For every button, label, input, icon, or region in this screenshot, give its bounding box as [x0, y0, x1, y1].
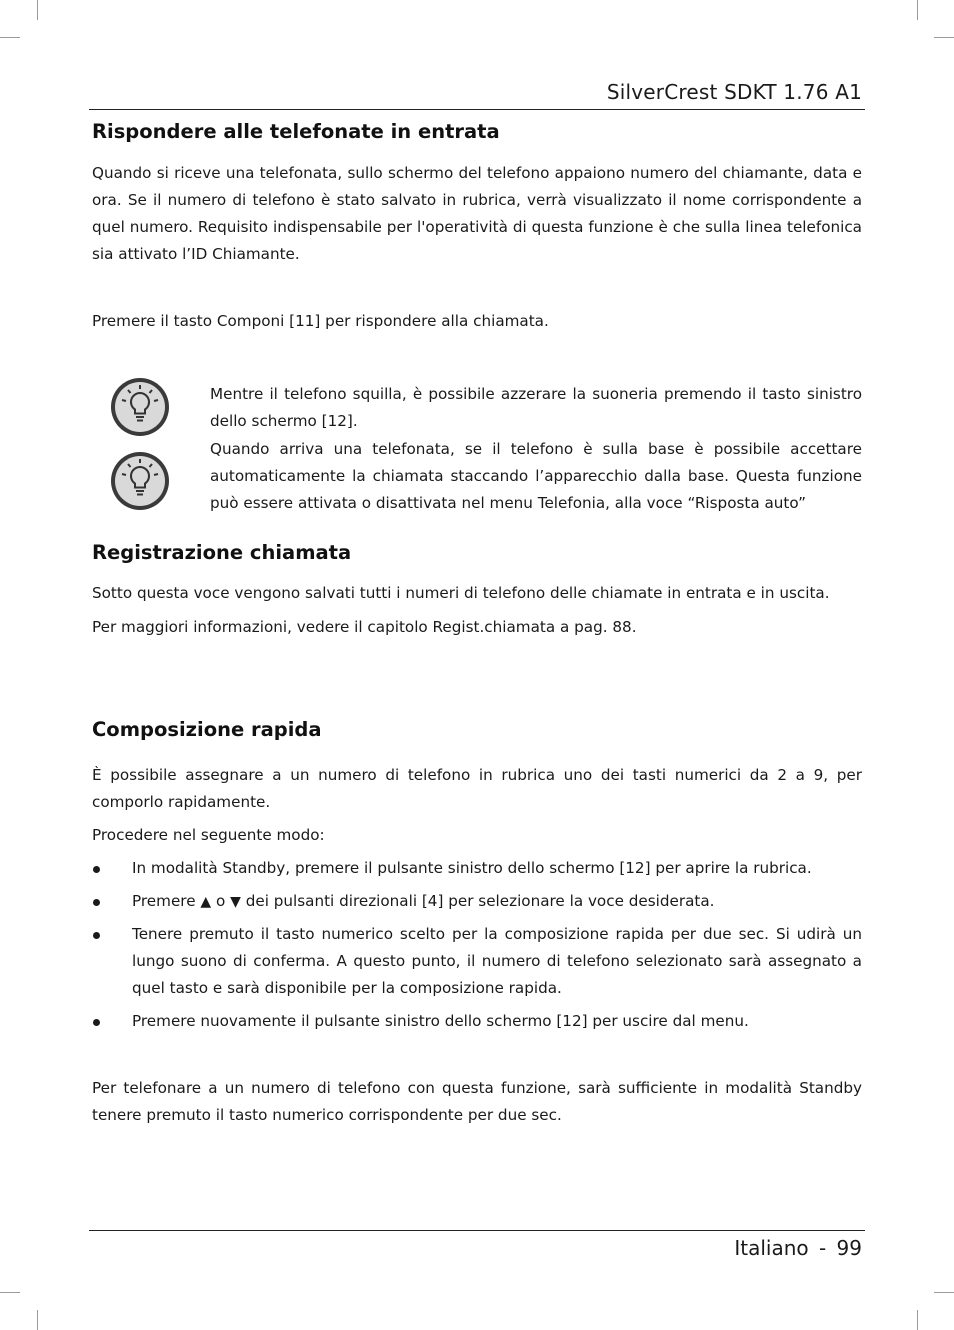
section-heading: Rispondere alle telefonate in entrata: [92, 120, 500, 143]
bullet-marker: [93, 899, 100, 906]
footer-rule: [89, 1230, 865, 1231]
crop-mark: [0, 1292, 20, 1293]
paragraph: Quando si riceve una telefonata, sullo schermo del telefono appaiono numero del chiamante, data e ora. Se il numero di telefono è stato salvato in rubrica, verrà visualizzato il nome corrispondente a quel numero. Requisito indispensabile per l'operatività di questa funzione è che sulla linea telefonica sia attivato l’ID Chiamante.: [92, 164, 862, 263]
list-item-text: dei pulsanti direzionali [4] per selezionare la voce desiderata.: [240, 892, 715, 910]
paragraph: Per telefonare a un numero di telefono con questa funzione, sarà sufficiente in modalità Standby tenere premuto il tasto numerico corrispondente per due sec.: [92, 1079, 862, 1124]
section-heading: Composizione rapida: [92, 718, 322, 741]
crop-mark: [0, 37, 20, 38]
section-heading: Registrazione chiamata: [92, 541, 352, 564]
paragraph: Procedere nel seguente modo:: [92, 826, 325, 844]
page-footer: [734, 1236, 862, 1260]
crop-mark: [934, 1292, 954, 1293]
lightbulb-icon: [109, 450, 171, 512]
page-number: 99: [836, 1236, 862, 1260]
crop-mark: [917, 0, 918, 20]
list-item-text: Premere: [132, 892, 201, 910]
paragraph: Sotto questa voce vengono salvati tutti i numeri di telefono delle chiamate in entrata e in uscita.: [92, 584, 830, 602]
crop-mark: [37, 1310, 38, 1330]
list-item: Tenere premuto il tasto numerico scelto per la composizione rapida per due sec. Si udirà un lungo suono di conferma. A questo punto, il numero di telefono selezionato sarà assegnato a quel tasto e sarà disponibile per la composizione rapida.: [132, 925, 862, 997]
paragraph: È possibile assegnare a un numero di telefono in rubrica uno dei tasti numerici da 2 a 9, per comporlo rapidamente.: [92, 766, 862, 811]
list-item: Premere nuovamente il pulsante sinistro dello schermo [12] per uscire dal menu.: [132, 1012, 749, 1030]
tip-note: Quando arriva una telefonata, se il telefono è sulla base è possibile accettare automaticamente la chiamata staccando l’apparecchio dalla base. Questa funzione può essere attivata o disattivata nel menu Telefonia, alla voce “Risposta auto”: [210, 440, 862, 512]
list-item-text: o: [211, 892, 231, 910]
tip-note: Mentre il telefono squilla, è possibile azzerare la suoneria premendo il tasto sinistro dello schermo [12].: [210, 385, 862, 430]
crop-mark: [934, 37, 954, 38]
bullet-marker: [93, 932, 100, 939]
lightbulb-icon: [109, 376, 171, 438]
crop-mark: [917, 1310, 918, 1330]
list-item: [132, 888, 862, 916]
header-title: SilverCrest SDKT 1.76 A1: [606, 80, 862, 104]
bullet-marker: [93, 1019, 100, 1026]
arrow-up-icon: ▲: [200, 894, 212, 910]
footer-separator: -: [818, 1236, 827, 1260]
bullet-marker: [93, 866, 100, 873]
arrow-down-icon: ▼: [230, 894, 241, 910]
paragraph: Per maggiori informazioni, vedere il capitolo Regist.chiamata a pag. 88.: [92, 618, 637, 636]
crop-mark: [37, 0, 38, 20]
footer-language: Italiano: [734, 1236, 809, 1260]
list-item: In modalità Standby, premere il pulsante sinistro dello schermo [12] per aprire la rubrica.: [132, 859, 812, 877]
header-rule: [89, 109, 865, 110]
paragraph: Premere il tasto Componi [11] per rispondere alla chiamata.: [92, 312, 549, 330]
